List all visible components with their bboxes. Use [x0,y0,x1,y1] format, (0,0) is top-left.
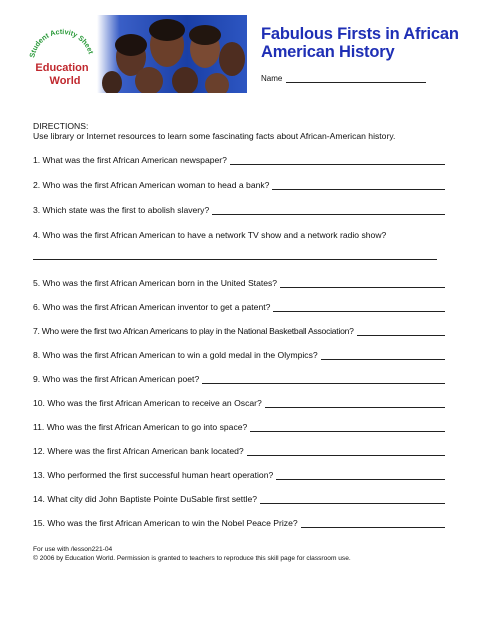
answer-line[interactable] [265,399,445,408]
answer-line[interactable] [230,156,445,165]
answer-line[interactable] [250,423,445,432]
answer-line[interactable] [280,279,445,288]
question-text: 7. Who were the first two African Americans to play in the National Basketball Association? [33,326,354,336]
question-text: 2. Who was the first African American woman to head a bank? [33,180,270,190]
question-14 [33,494,445,504]
question-12 [33,446,445,456]
name-input-line[interactable] [286,74,426,83]
answer-line[interactable] [33,259,437,260]
answer-line[interactable] [202,375,445,384]
question-text: 15. Who was the first African American to win the Nobel Peace Prize? [33,518,298,528]
question-text: 1. What was the first African American newspaper? [33,155,227,165]
svg-text:Student Activity Sheet [27,27,95,59]
answer-line[interactable] [276,471,445,480]
name-field-row [261,74,426,83]
answer-line[interactable] [273,303,445,312]
answer-line[interactable] [260,495,445,504]
question-11 [33,422,445,432]
question-text: 13. Who performed the first successful human heart operation? [33,470,274,480]
logo-text-education: Education [35,62,89,74]
question-text: 4. Who was the first African American to have a network TV show and a network radio show? [33,230,387,240]
logo-text-world: World [49,75,81,87]
answer-line[interactable] [357,327,445,336]
question-13 [33,470,445,480]
question-8 [33,350,445,360]
question-text: 12. Where was the first African American bank located? [33,446,244,456]
footer-copyright: © 2006 by Education World. Permission is granted to teachers to reproduce this skill page for classroom use. [33,555,351,562]
answer-line[interactable] [212,206,445,215]
directions-text: Use library or Internet resources to learn some fascinating facts about African-American history. [33,131,396,141]
footer [33,545,351,563]
footer-lesson-reference: For use with /lesson221-04 [33,546,113,553]
name-label: Name [261,74,283,83]
question-15 [33,518,445,528]
question-9 [33,374,445,384]
header-photo-collage [97,15,247,93]
question-1 [33,155,445,165]
question-text: 11. Who was the first African American to go into space? [33,422,248,432]
question-text: 14. What city did John Baptiste Pointe DuSable first settle? [33,494,258,504]
question-text: 9. Who was the first African American poet? [33,374,200,384]
logo-arc-text: Student Activity Sheet [27,26,96,59]
question-text: 3. Which state was the first to abolish slavery? [33,205,210,215]
question-text: 10. Who was the first African American to receive an Oscar? [33,398,262,408]
answer-line[interactable] [247,447,445,456]
question-text: 8. Who was the first African American to win a gold medal in the Olympics? [33,350,318,360]
page-title: Fabulous Firsts in African American History [261,25,459,61]
question-text: 6. Who was the first African American inventor to get a patent? [33,302,271,312]
question-4 [33,230,445,240]
question-text: 5. Who was the first African American born in the United States? [33,278,278,288]
directions-heading: DIRECTIONS: [33,121,89,131]
question-10 [33,398,445,408]
question-5 [33,278,445,288]
question-6 [33,302,445,312]
answer-line[interactable] [321,351,445,360]
answer-line[interactable] [301,519,445,528]
directions [33,121,453,141]
question-2 [33,180,445,190]
question-7 [33,326,445,336]
answer-line[interactable] [272,181,445,190]
education-world-logo [25,18,99,92]
question-3 [33,205,445,215]
